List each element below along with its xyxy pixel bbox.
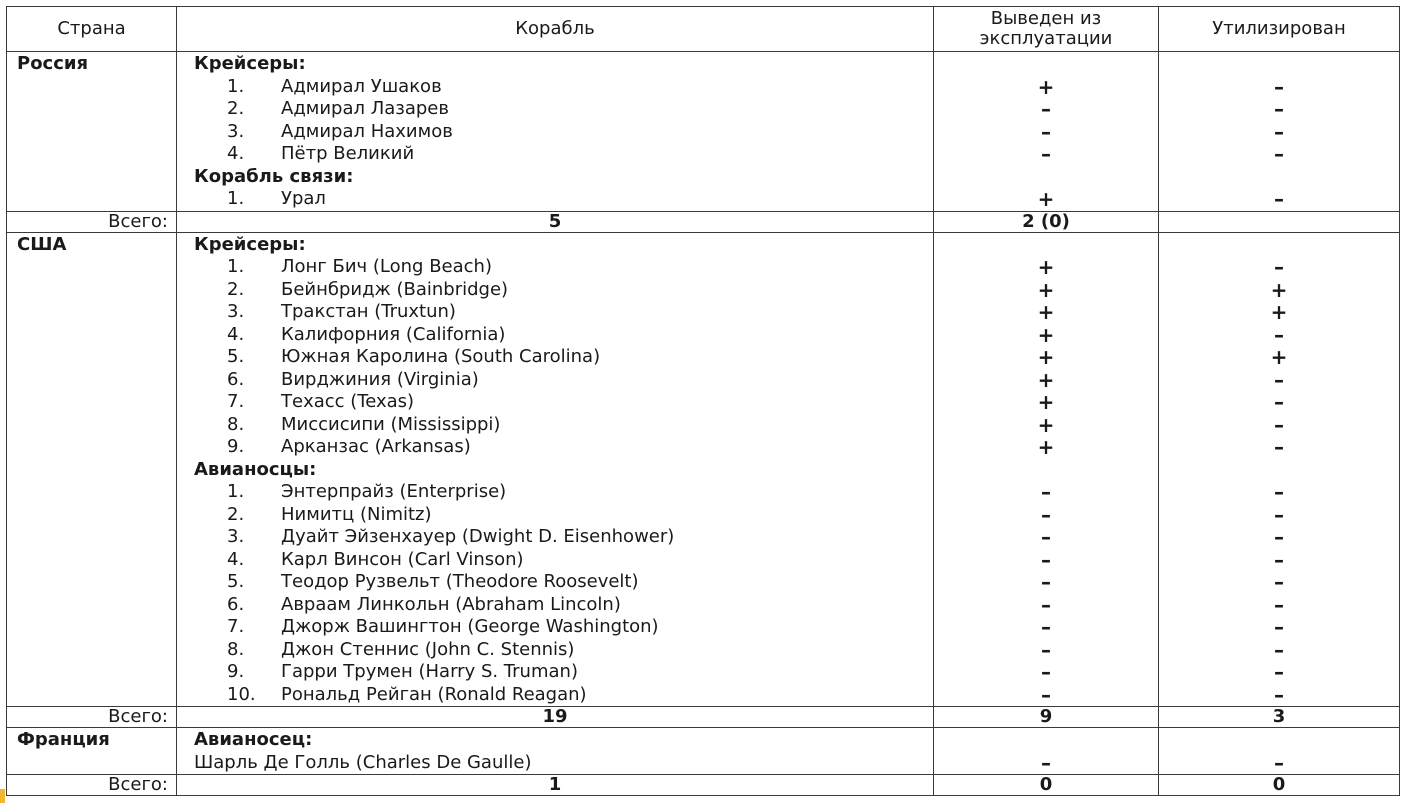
ship-name: Энтерпрайз (Enterprise) [281,481,507,502]
ship-name: Вирджиния (Virginia) [281,368,479,390]
scrapped-mark: – [1274,750,1284,775]
ship-cell [177,728,934,775]
scrapped-mark: + [1270,277,1288,302]
list-item [177,571,933,594]
list-item [177,684,933,707]
decommissioned-mark: + [1037,277,1055,302]
ship-number: 4. [227,548,245,570]
scrapped-mark: – [1274,592,1284,617]
list-item [177,504,933,527]
header-decommissioned: Выведен из эксплуатации [934,7,1159,52]
decommissioned-mark: – [1041,142,1051,166]
ship-name: Техасс (Texas) [281,391,415,412]
list-item [177,324,933,347]
total-label: Всего: [7,211,177,232]
ship-name: Урал [281,188,326,209]
decommissioned-mark: + [1037,187,1055,211]
category-label: Авианосцы: [194,458,317,480]
decommissioned-mark: – [1041,660,1051,684]
list-item [177,98,933,121]
header-scrapped: Утилизирован [1159,7,1400,52]
decommissioned-mark: + [1037,435,1055,459]
total-decommissioned: 0 [934,775,1159,796]
list-item [177,121,933,144]
ship-name: Гарри Трумен (Harry S. Truman) [281,661,578,682]
decommissioned-mark: + [1037,367,1055,392]
scrapped-mark: – [1274,74,1284,99]
list-item [177,346,933,369]
ship-number: 8. [227,413,245,435]
list-item [177,279,933,302]
scrapped-mark: – [1274,367,1284,392]
list-item [177,301,933,324]
scrapped-mark: – [1274,435,1284,459]
total-row [7,211,1400,232]
scrapped-mark: – [1274,615,1284,639]
ship-number: 1. [227,75,245,97]
ship-name: Шарль Де Голль (Charles De Gaulle) [194,751,532,773]
decommissioned-mark: + [1037,255,1055,279]
total-scrapped: 0 [1159,775,1400,796]
decommissioned-cell [934,232,1159,707]
header-ship: Корабль [177,7,934,52]
scrapped-mark: – [1274,502,1284,527]
decommissioned-mark: – [1041,615,1051,639]
list-item [177,752,933,775]
scrapped-mark: – [1274,142,1284,166]
decommissioned-mark: – [1041,682,1051,707]
list-item [177,143,933,166]
scrapped-mark: – [1274,570,1284,594]
decommissioned-mark: – [1041,480,1051,504]
ships-table [6,6,1400,796]
scrapped-mark: – [1274,97,1284,121]
scrapped-mark: – [1274,119,1284,144]
blank-line [934,166,1158,189]
section-row [7,728,1400,775]
total-ships: 5 [177,211,934,232]
section-row [7,52,1400,212]
ship-number: 3. [227,526,245,547]
scrapped-cell [1159,728,1400,775]
country-cell [7,232,177,707]
ship-number: 2. [227,278,245,300]
decommissioned-mark: – [1041,547,1051,572]
ship-name: Бейнбридж (Bainbridge) [281,278,509,300]
ship-name: Нимитц (Nimitz) [281,503,432,525]
list-item [177,414,933,437]
ship-cell [177,52,934,212]
ship-name: Теодор Рузвельт (Theodore Roosevelt) [281,571,639,592]
page-edge-accent [0,789,5,803]
category-label: Крейсеры: [194,233,306,255]
ship-cell [177,232,934,707]
decommissioned-mark: + [1037,345,1055,369]
blank-line [1159,234,1399,257]
scrapped-mark: – [1274,480,1284,504]
decommissioned-mark: + [1037,412,1055,437]
blank-line [1159,729,1399,752]
list-item [177,369,933,392]
decommissioned-cell [934,52,1159,212]
decommissioned-mark: – [1041,592,1051,617]
list-item [177,76,933,99]
list-item [177,256,933,279]
list-item [177,391,933,414]
ship-name: Адмирал Нахимов [281,120,453,142]
decommissioned-mark: + [1037,300,1055,324]
country-name: Россия [17,53,89,74]
ship-name: Пётр Великий [281,143,415,164]
country-name: Франция [17,729,110,750]
total-row [7,707,1400,728]
decommissioned-mark: – [1041,570,1051,594]
total-ships: 19 [177,707,934,728]
list-item [177,188,933,211]
decommissioned-mark: – [1041,119,1051,144]
ship-number: 2. [227,503,245,525]
list-item [177,594,933,617]
ship-name: Дуайт Эйзенхауер (Dwight D. Eisenhower) [281,526,675,547]
header-country: Страна [7,7,177,52]
scrapped-mark: – [1274,390,1284,414]
ships-table-page [6,6,1399,796]
total-ships: 1 [177,775,934,796]
list-item [177,481,933,504]
ship-number: 9. [227,436,245,457]
decommissioned-mark: – [1041,525,1051,549]
blank-line [1159,166,1399,189]
blank-line [934,729,1158,752]
ship-number: 8. [227,638,245,660]
total-label: Всего: [7,775,177,796]
decommissioned-mark: – [1041,502,1051,527]
decommissioned-mark: + [1037,390,1055,414]
ship-number: 5. [227,346,245,367]
blank-line [934,459,1158,482]
scrapped-mark: – [1274,682,1284,707]
ship-name: Авраам Линкольн (Abraham Lincoln) [281,593,621,615]
blank-line [1159,53,1399,76]
blank-line [934,53,1158,76]
ship-number: 7. [227,616,245,637]
ship-name: Адмирал Ушаков [281,75,442,97]
ship-number: 9. [227,661,245,682]
total-scrapped: 3 [1159,707,1400,728]
ship-name: Рональд Рейган (Ronald Reagan) [281,683,587,705]
decommissioned-cell [934,728,1159,775]
scrapped-mark: + [1270,300,1288,324]
ship-name: Джорж Вашингтон (George Washington) [281,616,659,637]
list-item [177,661,933,684]
decommissioned-mark: + [1037,322,1055,347]
total-row [7,775,1400,796]
total-scrapped [1159,211,1400,232]
ship-number: 2. [227,98,245,119]
country-cell [7,52,177,212]
decommissioned-mark: – [1041,750,1051,775]
category-label: Авианосец: [194,729,313,750]
list-item [177,639,933,662]
ship-number: 5. [227,571,245,592]
ship-number: 10. [227,683,256,705]
category-label: Корабль связи: [194,165,354,187]
ship-name: Арканзас (Arkansas) [281,436,471,457]
ship-number: 6. [227,593,245,615]
ship-name: Джон Стеннис (John C. Stennis) [281,638,575,660]
ship-name: Южная Каролина (South Carolina) [281,346,601,367]
blank-line [934,234,1158,257]
scrapped-mark: – [1274,547,1284,572]
ship-name: Лонг Бич (Long Beach) [281,256,492,277]
scrapped-mark: – [1274,660,1284,684]
ship-number: 1. [227,481,245,502]
category-label: Крейсеры: [194,53,306,74]
decommissioned-mark: + [1037,74,1055,99]
scrapped-mark: + [1270,345,1288,369]
ship-name: Миссисипи (Mississippi) [281,413,501,435]
ship-number: 7. [227,391,245,412]
country-name: США [17,233,67,255]
scrapped-mark: – [1274,322,1284,347]
ship-number: 4. [227,143,245,164]
ship-number: 3. [227,120,245,142]
list-item [177,616,933,639]
scrapped-mark: – [1274,412,1284,437]
section-row [7,232,1400,707]
ship-name: Калифорния (California) [281,323,506,345]
scrapped-cell [1159,232,1400,707]
total-decommissioned: 9 [934,707,1159,728]
decommissioned-mark: – [1041,637,1051,662]
total-decommissioned: 2 (0) [934,211,1159,232]
blank-line [1159,459,1399,482]
country-cell [7,728,177,775]
table-body [7,52,1400,796]
scrapped-mark: – [1274,637,1284,662]
ship-number: 3. [227,301,245,322]
ship-number: 4. [227,323,245,345]
total-label: Всего: [7,707,177,728]
scrapped-cell [1159,52,1400,212]
list-item [177,549,933,572]
header-row [7,7,1400,52]
list-item [177,436,933,459]
scrapped-mark: – [1274,525,1284,549]
ship-number: 1. [227,256,245,277]
ship-name: Адмирал Лазарев [281,98,449,119]
ship-name: Карл Винсон (Carl Vinson) [281,548,524,570]
scrapped-mark: – [1274,187,1284,211]
scrapped-mark: – [1274,255,1284,279]
ship-number: 1. [227,188,245,209]
list-item [177,526,933,549]
ship-name: Тракстан (Truxtun) [281,301,456,322]
decommissioned-mark: – [1041,97,1051,121]
ship-number: 6. [227,368,245,390]
